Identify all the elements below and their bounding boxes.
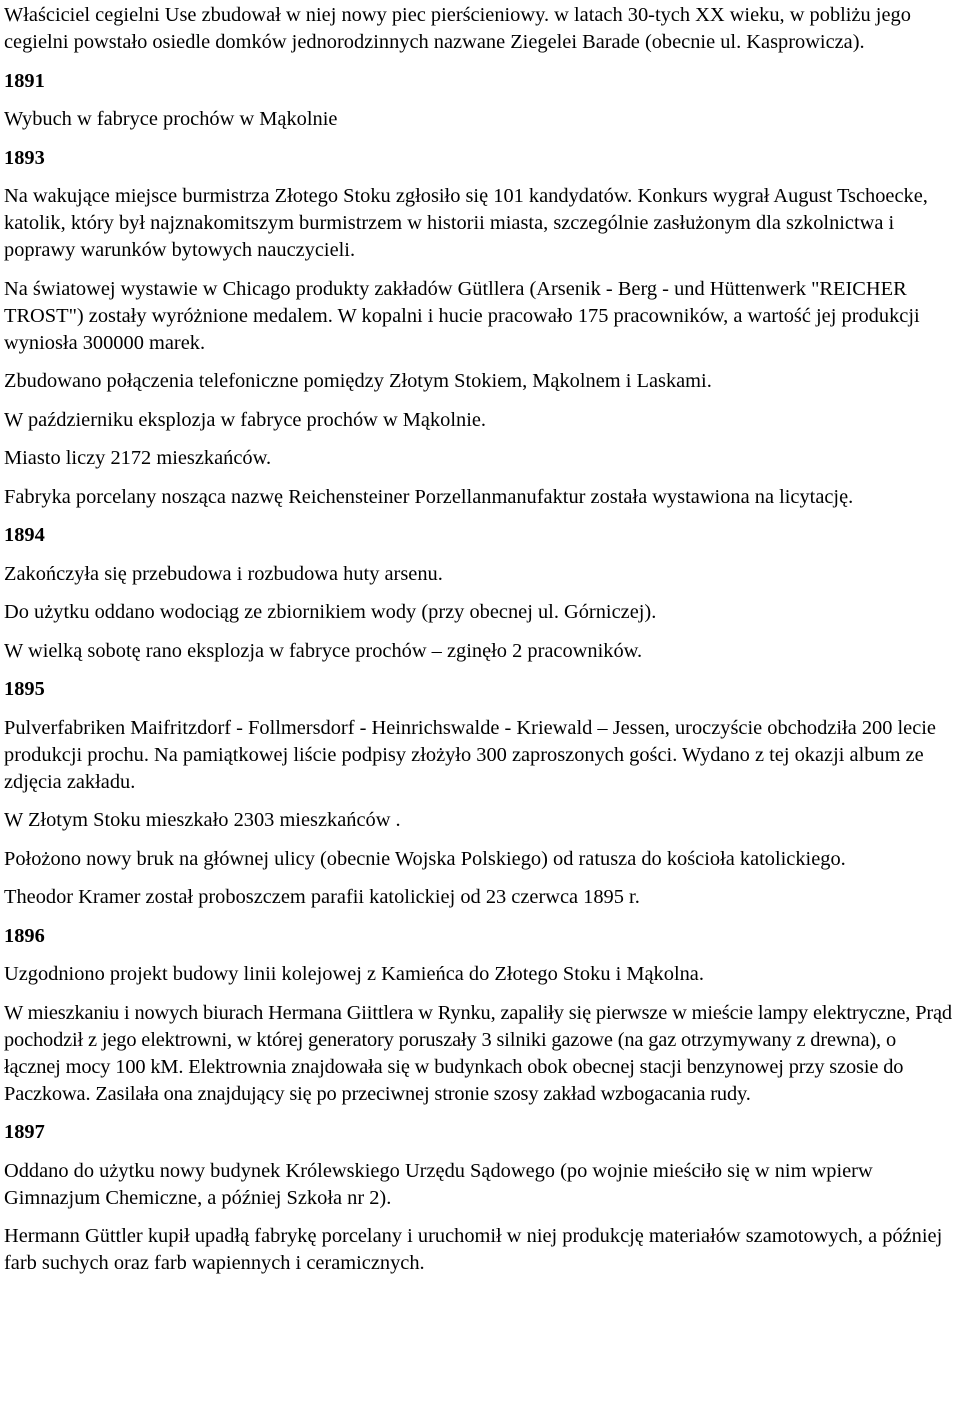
year-heading: 1894 [4,524,45,546]
year-heading: 1893 [4,146,45,169]
paragraph: Wybuch w fabryce prochów w Mąkolnie [4,108,338,130]
year-heading: 1891 [4,69,45,92]
paragraph: W październiku eksplozja w fabryce prochów w Mąkolnie. [4,408,487,431]
paragraph: Do użytku oddano wodociąg ze zbiornikiem wody (przy obecnej ul. Górniczej). [4,601,657,623]
paragraph: Położono nowy bruk na głównej ulicy (obecnie Wojska Polskiego) od ratusza do kościoła katolickiego. [4,847,846,870]
paragraph: Hermann Güttler kupił upadłą fabrykę porcelany i uruchomił w niej produkcję materiałów szamotowych, a później farb suchych oraz farb wapiennych i ceramicznych. [4,1225,943,1274]
paragraph: Właściciel cegielni Use zbudował w niej nowy piec pierścieniowy. w latach 30-tych XX wieku, w pobliżu jego cegielni powstało osiedle domków jednorodzinnych nazwane Ziegelei Barade (obecnie ul. Kasprowicza). [4,4,911,53]
paragraph: Theodor Kramer został proboszczem parafii katolickiej od 23 czerwca 1895 r. [4,886,640,908]
paragraph: Oddano do użytku nowy budynek Królewskiego Urzędu Sądowego (po wojnie mieściło się w nim wpierw Gimnazjum Chemiczne, a później Szkoła nr 2). [4,1159,873,1209]
paragraph: W mieszkaniu i nowych biurach Hermana Giittlera w Rynku, zapaliły się pierwsze w mieście lampy elektryczne, Prąd pochodził z jego elektrowni, w której generatory poruszały 3 silniki gazowe (na gaz otrzymywany z drewna), o łącznej mocy 100 kM. Elektrownia znajdowała się w budynkach obok obecnej stacji benzynowej przy szosie do Paczkowa. Zasilała ona znajdujący się po przeciwnej stronie szosy zakład wzbogacania rudy. [4,1001,952,1105]
paragraph: Fabryka porcelany nosząca nazwę Reichensteiner Porzellanmanufaktur została wystawiona na licytację. [4,485,854,508]
paragraph: Zakończyła się przebudowa i rozbudowa huty arsenu. [4,562,443,585]
paragraph: Pulverfabriken Maifritzdorf - Follmersdorf - Heinrichswalde - Kriewald ‒ Jessen, uroczyście obchodziła 200 lecie produkcji prochu. Na pamiątkowej liście podpisy złożyło 300 zaproszonych gości. Wydano z tej okazji album ze zdjęcia zakładu. [4,716,936,793]
paragraph: Zbudowano połączenia telefoniczne pomiędzy Złotym Stokiem, Mąkolnem i Laskami. [4,370,712,392]
year-heading: 1897 [4,1121,45,1143]
paragraph: W wielką sobotę rano eksplozja w fabryce prochów ‒ zginęło 2 pracowników. [4,639,643,662]
paragraph: Na wakujące miejsce burmistrza Złotego Stoku zgłosiło się 101 kandydatów. Konkurs wygrał August Tschoecke, katolik, który był najznakomitszym burmistrzem w historii miasta, szczególnie zasłużonym dla szkolnictwa i poprawy warunków bytowych nauczycieli. [4,185,928,261]
paragraph: Na światowej wystawie w Chicago produkty zakładów Gütllera (Arsenik - Berg - und Hüttenwerk "REICHER TROST") zostały wyróżnione medalem. W kopalni i hucie pracowało 175 pracowników, a wartość jej produkcji wyniosła 300000 marek. [4,277,920,354]
paragraph: W Złotym Stoku mieszkało 2303 mieszkańców . [4,809,401,831]
paragraph: Miasto liczy 2172 mieszkańców. [4,447,272,469]
year-heading: 1895 [4,678,45,700]
year-heading: 1896 [4,924,45,947]
paragraph: Uzgodniono projekt budowy linii kolejowej z Kamieńca do Złotego Stoku i Mąkolna. [4,963,704,985]
